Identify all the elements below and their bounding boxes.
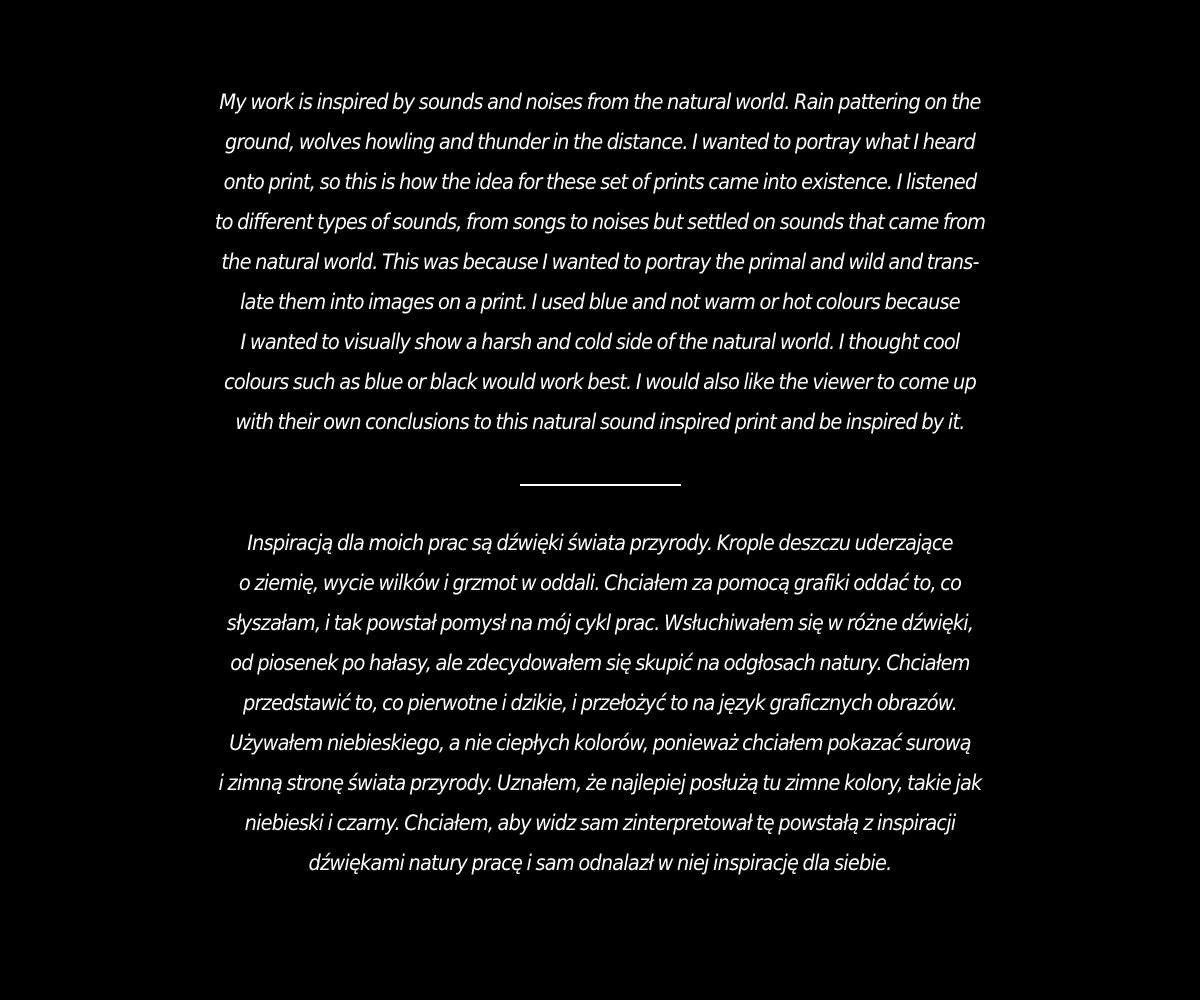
statement-english — [0, 83, 1200, 443]
statement-line: słyszałam, i tak powstał pomysł na mój cykl prac. Wsłuchiwałem się w różne dźwięki, — [226, 611, 974, 636]
statement-line: o ziemię, wycie wilków i grzmot w oddali. Chciałem za pomocą grafiki oddać to, co — [238, 571, 962, 596]
statement-line: the natural world. This was because I wanted to portray the primal and wild and trans- — [221, 250, 979, 275]
statement-polish — [0, 524, 1200, 884]
statement-line: dźwiękami natury pracę i sam odnalazł w niej inspirację dla siebie. — [308, 851, 892, 876]
statement-line: late them into images on a print. I used blue and not warm or hot colours because — [240, 290, 960, 315]
statement-line: I wanted to visually show a harsh and cold side of the natural world. I thought cool — [240, 330, 960, 355]
statement-line: colours such as blue or black would work best. I would also like the viewer to come up — [224, 370, 976, 395]
statement-line: od piosenek po hałasy, ale zdecydowałem się skupić na odgłosach natury. Chciałem — [230, 651, 970, 676]
statement-line: to different types of sounds, from songs to noises but settled on sounds that came from — [214, 210, 986, 235]
statement-line: ground, wolves howling and thunder in the distance. I wanted to portray what I heard — [225, 130, 975, 155]
statement-line: with their own conclusions to this natural sound inspired print and be inspired by it. — [235, 410, 965, 435]
statement-line: niebieski i czarny. Chciałem, aby widz sam zinterpretował tę powstałą z inspiracji — [244, 811, 956, 836]
statement-line: i zimną stronę świata przyrody. Uznałem, że najlepiej posłużą tu zimne kolory, takie jak — [218, 771, 982, 796]
statement-line: Inspiracją dla moich prac są dźwięki świata przyrody. Krople deszczu uderzające — [247, 531, 953, 556]
statement-line: przedstawić to, co pierwotne i dzikie, i przełożyć to na język graficznych obrazów. — [243, 691, 957, 716]
statement-line: Używałem niebieskiego, a nie ciepłych kolorów, ponieważ chciałem pokazać surową — [229, 731, 971, 756]
statement-line: My work is inspired by sounds and noises from the natural world. Rain pattering on the — [219, 90, 981, 115]
section-divider — [520, 484, 681, 486]
statement-line: onto print, so this is how the idea for these set of prints came into existence. I listened — [223, 170, 977, 195]
